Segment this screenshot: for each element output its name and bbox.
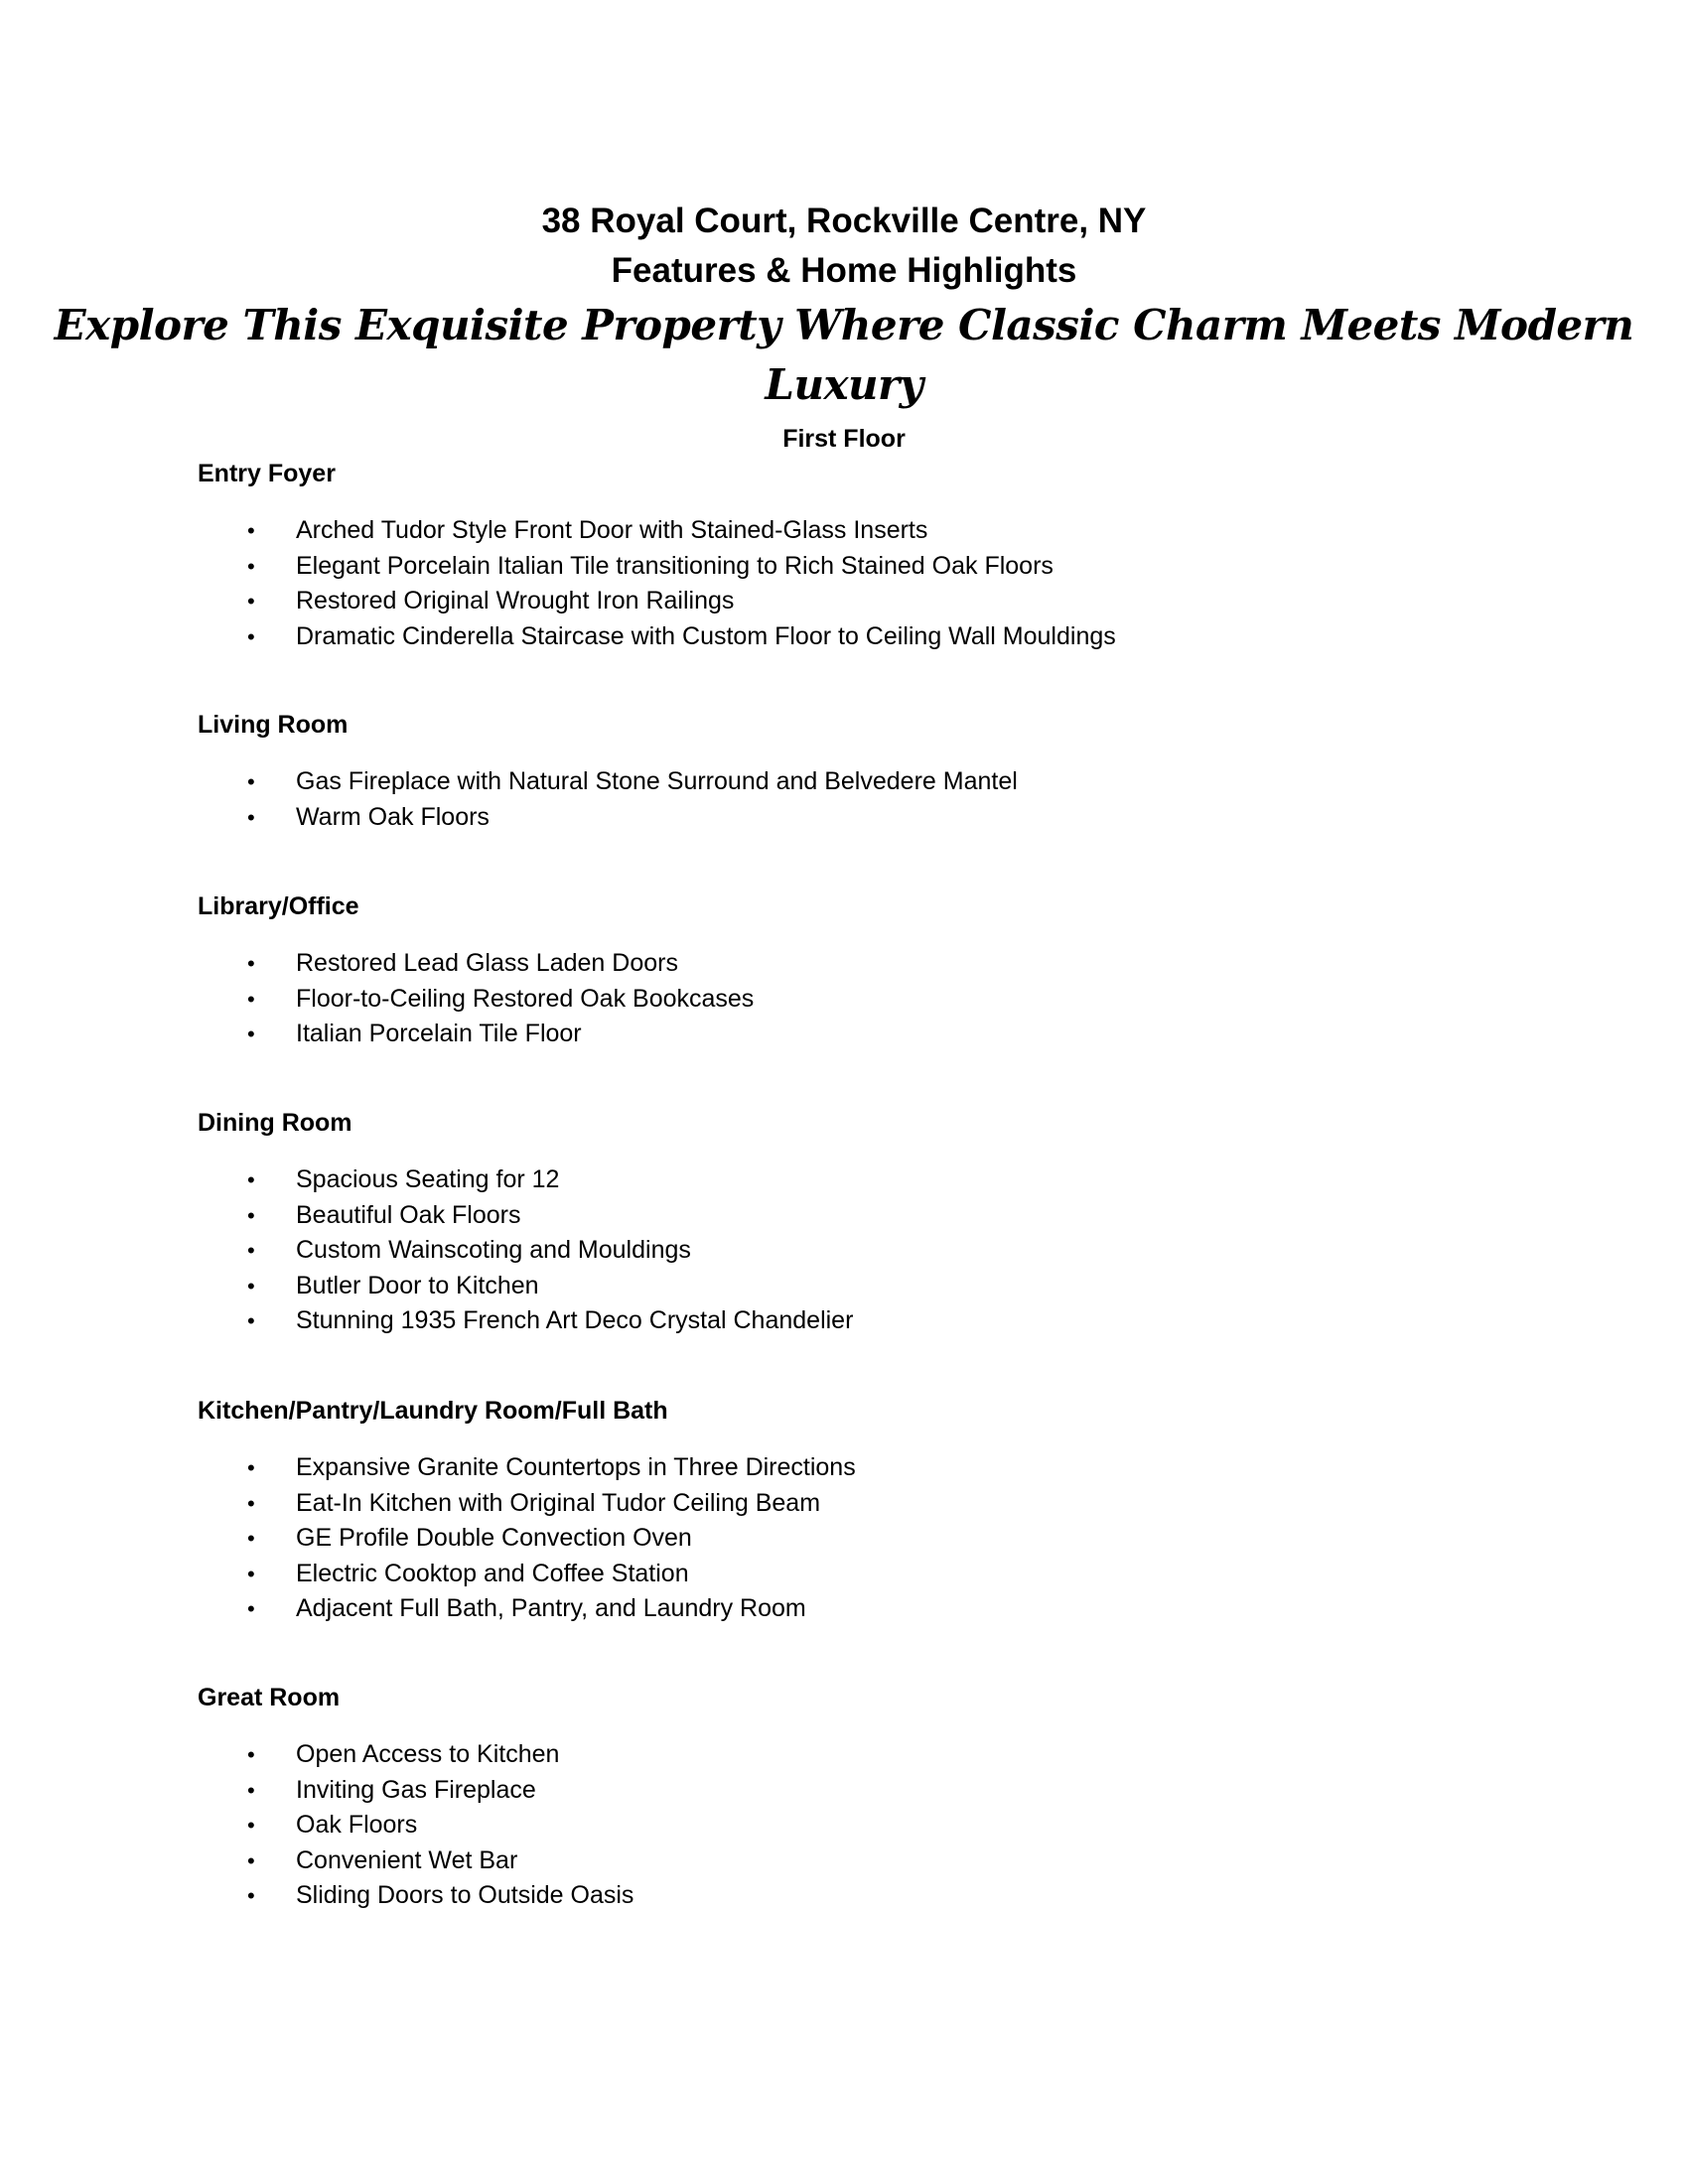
- bullet-icon: •: [247, 1308, 255, 1334]
- bullet-icon: •: [247, 1561, 255, 1586]
- item-text: Eat-In Kitchen with Original Tudor Ceiling Beam: [296, 1488, 821, 1517]
- item-text: Elegant Porcelain Italian Tile transitioning to Rich Stained Oak Floors: [296, 551, 1054, 580]
- list-item: [198, 619, 1488, 655]
- list-item: [198, 1843, 1488, 1879]
- list-item: [198, 800, 1488, 836]
- item-text: Custom Wainscoting and Mouldings: [296, 1236, 691, 1265]
- section-title: Library/Office: [198, 892, 359, 920]
- bullet-icon: •: [247, 1742, 255, 1767]
- feature-list: [198, 513, 1488, 654]
- section-kitchen: [198, 1395, 1488, 1627]
- item-text: Gas Fireplace with Natural Stone Surround and Belvedere Mantel: [296, 767, 1018, 795]
- item-text: Electric Cooktop and Coffee Station: [296, 1559, 689, 1587]
- bullet-icon: •: [247, 623, 255, 649]
- floor-title: First Floor: [782, 425, 906, 453]
- document-subtitle: Features & Home Highlights: [611, 251, 1077, 290]
- feature-list: [198, 946, 1488, 1052]
- bullet-icon: •: [247, 589, 255, 614]
- item-text: Beautiful Oak Floors: [296, 1200, 521, 1229]
- list-item: [198, 764, 1488, 800]
- section-living-room: [198, 709, 1488, 835]
- item-text: Stunning 1935 French Art Deco Crystal Chandelier: [296, 1306, 854, 1335]
- bullet-icon: •: [247, 1273, 255, 1298]
- item-text: Inviting Gas Fireplace: [296, 1775, 536, 1804]
- bullet-icon: •: [247, 518, 255, 543]
- list-item: [198, 584, 1488, 619]
- section-title: Living Room: [198, 711, 349, 739]
- item-text: Oak Floors: [296, 1811, 418, 1840]
- section-title: Kitchen/Pantry/Laundry Room/Full Bath: [198, 1397, 668, 1425]
- list-item: [198, 1269, 1488, 1304]
- bullet-icon: •: [247, 1777, 255, 1803]
- bullet-icon: •: [247, 1813, 255, 1839]
- list-item: [198, 549, 1488, 585]
- bullet-icon: •: [247, 1526, 255, 1552]
- section-great-room: [198, 1682, 1488, 1914]
- item-text: Convenient Wet Bar: [296, 1845, 518, 1874]
- section-title: Entry Foyer: [198, 460, 336, 487]
- list-item: [198, 1303, 1488, 1339]
- bullet-icon: •: [247, 769, 255, 794]
- bullet-icon: •: [247, 804, 255, 830]
- bullet-icon: •: [247, 1022, 255, 1047]
- bullet-icon: •: [247, 1455, 255, 1480]
- list-item: [198, 513, 1488, 549]
- item-text: Butler Door to Kitchen: [296, 1271, 539, 1299]
- item-text: Spacious Seating for 12: [296, 1165, 560, 1193]
- bullet-icon: •: [247, 1596, 255, 1622]
- item-text: GE Profile Double Convection Oven: [296, 1524, 692, 1553]
- item-text: Arched Tudor Style Front Door with Stained-Glass Inserts: [296, 516, 928, 544]
- list-item: [198, 1878, 1488, 1914]
- section-title: Great Room: [198, 1684, 341, 1711]
- list-item: [198, 1521, 1488, 1557]
- section-dining-room: [198, 1107, 1488, 1339]
- bullet-icon: •: [247, 1202, 255, 1228]
- list-item: [198, 1198, 1488, 1234]
- feature-list: [198, 1162, 1488, 1339]
- list-item: [198, 1591, 1488, 1627]
- item-text: Italian Porcelain Tile Floor: [296, 1020, 582, 1048]
- bullet-icon: •: [247, 553, 255, 579]
- list-item: [198, 1017, 1488, 1052]
- bullet-icon: •: [247, 1883, 255, 1909]
- bullet-icon: •: [247, 1238, 255, 1264]
- section-title: Dining Room: [198, 1109, 352, 1137]
- bullet-icon: •: [247, 951, 255, 976]
- item-text: Floor-to-Ceiling Restored Oak Bookcases: [296, 984, 755, 1013]
- item-text: Sliding Doors to Outside Oasis: [296, 1881, 634, 1910]
- list-item: [198, 1486, 1488, 1522]
- bullet-icon: •: [247, 1847, 255, 1873]
- item-text: Restored Original Wrought Iron Railings: [296, 587, 735, 615]
- list-item: [198, 1773, 1488, 1809]
- script-tagline: Explore This Exquisite Property Where Classic Charm Meets Modern Luxury: [54, 301, 1634, 409]
- document-header: [0, 197, 1688, 415]
- list-item: [198, 1737, 1488, 1773]
- bullet-icon: •: [247, 1490, 255, 1516]
- section-entry-foyer: [198, 458, 1488, 654]
- bullet-icon: •: [247, 986, 255, 1012]
- list-item: [198, 1450, 1488, 1486]
- list-item: [198, 946, 1488, 982]
- list-item: [198, 1233, 1488, 1269]
- list-item: [198, 982, 1488, 1018]
- item-text: Dramatic Cinderella Staircase with Custom Floor to Ceiling Wall Mouldings: [296, 621, 1116, 650]
- feature-list: [198, 1737, 1488, 1914]
- property-address: 38 Royal Court, Rockville Centre, NY: [541, 202, 1147, 240]
- list-item: [198, 1162, 1488, 1198]
- list-item: [198, 1808, 1488, 1843]
- item-text: Restored Lead Glass Laden Doors: [296, 949, 678, 977]
- item-text: Warm Oak Floors: [296, 802, 490, 831]
- feature-list: [198, 764, 1488, 835]
- list-item: [198, 1557, 1488, 1592]
- section-library-office: [198, 890, 1488, 1052]
- item-text: Expansive Granite Countertops in Three Directions: [296, 1453, 856, 1481]
- item-text: Adjacent Full Bath, Pantry, and Laundry Room: [296, 1594, 806, 1623]
- feature-list: [198, 1450, 1488, 1627]
- bullet-icon: •: [247, 1167, 255, 1192]
- item-text: Open Access to Kitchen: [296, 1740, 560, 1768]
